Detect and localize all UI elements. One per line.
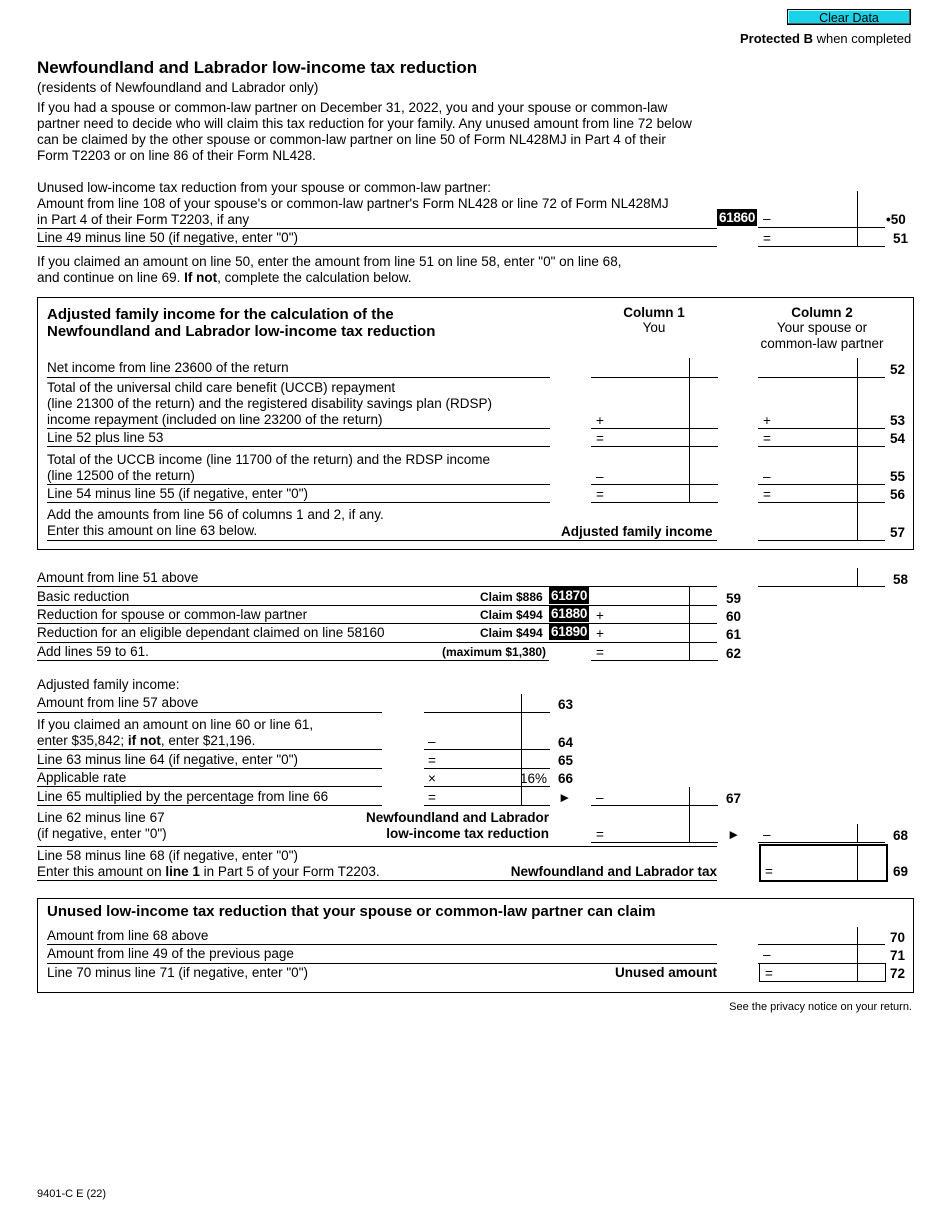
line-68-desc-2: (if negative, enter "0") (37, 826, 167, 841)
form-id: 9401-C E (22) (37, 1188, 107, 1200)
equals-sign: = (763, 231, 771, 246)
line-number-61: 61 (726, 627, 742, 642)
calc-heading: Adjusted family income: (37, 677, 180, 692)
line-70-desc: Amount from line 68 above (47, 928, 209, 943)
line-61-desc: Reduction for an eligible dependant claimed on line 58160 (37, 625, 385, 640)
line-68-input[interactable] (772, 825, 856, 841)
equals-sign: = (596, 487, 604, 502)
page-title: Newfoundland and Labrador low-income tax reduction (37, 58, 478, 77)
line-number-54: 54 (890, 431, 906, 446)
line-71-input[interactable] (772, 945, 856, 961)
line-number-69: 69 (893, 864, 909, 879)
line-68-label-1: Newfoundland and Labrador (365, 810, 549, 825)
line-69-desc-2: Enter this amount on line 1 in Part 5 of your Form T2203. (37, 864, 380, 879)
clear-data-button[interactable]: Clear Data (787, 9, 911, 25)
line-57-desc-1: Add the amounts from line 56 of columns 1 and 2, if any. (47, 507, 384, 522)
line-68-calc-input[interactable] (606, 825, 688, 841)
minus-sign: – (596, 469, 604, 484)
adjusted-title-1: Adjusted family income for the calculation of the (47, 306, 394, 323)
protected-notice: Protected B when completed (740, 31, 912, 46)
line-number-63: 63 (558, 697, 574, 712)
line-54-desc: Line 52 plus line 53 (47, 430, 164, 445)
line-66-desc: Applicable rate (37, 770, 127, 785)
line-56-desc: Line 54 minus line 55 (if negative, enter "0") (47, 486, 308, 501)
line-68-desc-1: Line 62 minus line 67 (37, 810, 165, 825)
minus-sign: – (763, 211, 771, 226)
minus-sign: – (763, 469, 771, 484)
unused-box-title: Unused low-income tax reduction that your spouse or common-law partner can claim (47, 903, 656, 920)
line-number-64: 64 (558, 735, 574, 750)
line-63-desc: Amount from line 57 above (37, 695, 199, 710)
line-number-59: 59 (726, 591, 742, 606)
line-64-desc-2: enter $35,842; if not, enter $21,196. (37, 733, 256, 748)
line-70-input[interactable] (758, 927, 856, 943)
plus-sign: + (596, 413, 604, 428)
line-55-desc-2: (line 12500 of the return) (47, 468, 195, 483)
unused-amount-label: Unused amount (614, 965, 717, 980)
instruction-line-1: If you claimed an amount on line 50, enter the amount from line 51 on line 58, enter "0" on line 68, (37, 254, 622, 269)
line-61-input[interactable] (606, 624, 688, 640)
line-53-desc-1: Total of the universal child care benefit (UCCB) repayment (47, 380, 396, 395)
line-57-desc-2: Enter this amount on line 63 below. (47, 523, 258, 538)
line-54-col2-input[interactable] (772, 429, 856, 445)
line-54-col1-input[interactable] (605, 429, 688, 445)
applicable-rate: 16% (520, 771, 548, 786)
line-62-maximum: (maximum $1,380) (442, 645, 547, 659)
line-number-57: 57 (890, 525, 906, 540)
line-51-desc: Line 49 minus line 50 (if negative, enter "0") (37, 230, 298, 245)
line-number-50: •50 (886, 212, 906, 227)
line-51-input[interactable] (758, 229, 856, 245)
line-number-52: 52 (890, 362, 906, 377)
line-62-input[interactable] (606, 643, 688, 659)
nl-tax-label: Newfoundland and Labrador tax (510, 864, 717, 879)
line-number-56: 56 (890, 487, 906, 502)
equals-sign: = (763, 487, 771, 502)
line-63-input[interactable] (424, 695, 520, 711)
equals-sign: = (765, 966, 773, 981)
line-72-input[interactable] (775, 964, 856, 980)
line-number-62: 62 (726, 646, 742, 661)
line-69-input[interactable] (775, 862, 856, 878)
equals-sign: = (428, 790, 436, 805)
adjusted-family-income-label: Adjusted family income (561, 524, 713, 539)
line-59-input[interactable] (595, 588, 688, 604)
equals-sign: = (596, 431, 604, 446)
equals-sign: = (596, 827, 604, 842)
field-code-61880: 61880 (551, 606, 588, 621)
minus-sign: – (428, 734, 436, 749)
column-1-sub: You (642, 320, 666, 335)
line-52-col2-input[interactable] (758, 360, 856, 376)
line-number-71: 71 (890, 948, 906, 963)
line-number-60: 60 (726, 609, 742, 624)
line-65-input[interactable] (440, 751, 520, 767)
line-62-desc: Add lines 59 to 61. (37, 644, 149, 659)
line-53-desc-2: (line 21300 of the return) and the registered disability savings plan (RDSP) (47, 396, 492, 411)
field-code-61890: 61890 (551, 624, 588, 639)
equals-sign: = (596, 645, 604, 660)
line-number-58: 58 (893, 572, 909, 587)
line-52-desc: Net income from line 23600 of the return (47, 360, 289, 375)
line-60-desc: Reduction for spouse or common-law partner (37, 607, 308, 622)
line-number-65: 65 (558, 753, 574, 768)
line-number-67: 67 (726, 791, 742, 806)
line-68-label-2: low-income tax reduction (386, 826, 549, 841)
equals-sign: = (428, 753, 436, 768)
intro-line-1: If you had a spouse or common-law partner on December 31, 2022, you and your spouse or common-law (37, 100, 668, 115)
line-number-53: 53 (890, 413, 906, 428)
line-50-desc-1: Amount from line 108 of your spouse's or common-law partner's Form NL428 or line 72 of Form NL428MJ (37, 196, 669, 211)
line-53-desc-3: income repayment (included on line 23200 of the return) (47, 412, 383, 427)
intro-line-2: partner need to decide who will claim this tax reduction for your family. Any unused amount from line 72 below (37, 116, 692, 131)
claim-60-amount: Claim $494 (480, 608, 543, 622)
line-number-66: 66 (558, 771, 574, 786)
claim-59-amount: Claim $886 (480, 590, 543, 604)
equals-sign: = (765, 864, 773, 879)
plus-sign: + (596, 608, 604, 623)
plus-sign: + (763, 413, 771, 428)
unused-heading: Unused low-income tax reduction from your spouse or common-law partner: (37, 180, 491, 195)
intro-line-4: Form T2203 or on line 86 of their Form NL428. (37, 148, 316, 163)
minus-sign: – (763, 947, 771, 962)
column-2-heading: Column 2 (791, 305, 853, 320)
line-number-51: 51 (893, 231, 909, 246)
line-67-calc-input[interactable] (440, 788, 520, 804)
line-58-desc: Amount from line 51 above (37, 570, 199, 585)
minus-sign: – (596, 790, 604, 805)
line-65-desc: Line 63 minus line 64 (if negative, enter "0") (37, 752, 298, 767)
line-72-desc: Line 70 minus line 71 (if negative, enter "0") (47, 965, 308, 980)
multiply-sign: × (428, 771, 436, 786)
column-2-sub-2: common-law partner (760, 336, 884, 351)
line-56-col2-input[interactable] (772, 485, 856, 501)
line-69-desc-1: Line 58 minus line 68 (if negative, enter "0") (37, 848, 298, 863)
line-53-col1-input[interactable] (605, 411, 688, 427)
field-code-61860: 61860 (719, 210, 756, 225)
equals-sign: = (763, 431, 771, 446)
line-71-desc: Amount from line 49 of the previous page (47, 946, 294, 961)
line-59-desc: Basic reduction (37, 589, 130, 604)
field-code-61870: 61870 (551, 588, 588, 603)
column-2-sub-1: Your spouse or (776, 320, 868, 335)
line-57-input[interactable] (758, 523, 856, 539)
line-56-col1-input[interactable] (605, 485, 688, 501)
page-subtitle: (residents of Newfoundland and Labrador only) (37, 80, 319, 95)
line-number-72: 72 (890, 966, 906, 981)
arrow-icon: ► (558, 790, 572, 805)
minus-sign: – (763, 827, 771, 842)
adjusted-title-2: Newfoundland and Labrador low-income tax reduction (47, 323, 436, 340)
line-60-input[interactable] (606, 606, 688, 622)
line-53-col2-input[interactable] (772, 411, 856, 427)
line-55-desc-1: Total of the UCCB income (line 11700 of the return) and the RDSP income (47, 452, 490, 467)
line-52-col1-input[interactable] (591, 360, 688, 376)
line-number-68: 68 (893, 828, 909, 843)
line-58-input[interactable] (758, 568, 856, 584)
line-55-col2-input[interactable] (772, 467, 856, 483)
line-67-input[interactable] (606, 788, 688, 804)
column-1-heading: Column 1 (623, 305, 685, 320)
line-number-70: 70 (890, 930, 906, 945)
claim-61-amount: Claim $494 (480, 626, 543, 640)
arrow-icon: ► (727, 827, 741, 842)
line-50-input[interactable] (758, 210, 856, 226)
line-64-input[interactable] (440, 732, 520, 748)
instruction-line-2: and continue on line 69. If not, complete the calculation below. (37, 270, 412, 285)
line-67-desc: Line 65 multiplied by the percentage from line 66 (37, 789, 329, 804)
intro-line-3: can be claimed by the other spouse or common-law partner on line 50 of Form NL428MJ in Part 4 of their (37, 132, 666, 147)
privacy-notice: See the privacy notice on your return. (729, 1001, 912, 1013)
plus-sign: + (596, 626, 604, 641)
line-number-55: 55 (890, 469, 906, 484)
line-64-desc-1: If you claimed an amount on line 60 or line 61, (37, 717, 314, 732)
line-50-desc-2: in Part 4 of their Form T2203, if any (37, 212, 250, 227)
line-55-col1-input[interactable] (605, 467, 688, 483)
